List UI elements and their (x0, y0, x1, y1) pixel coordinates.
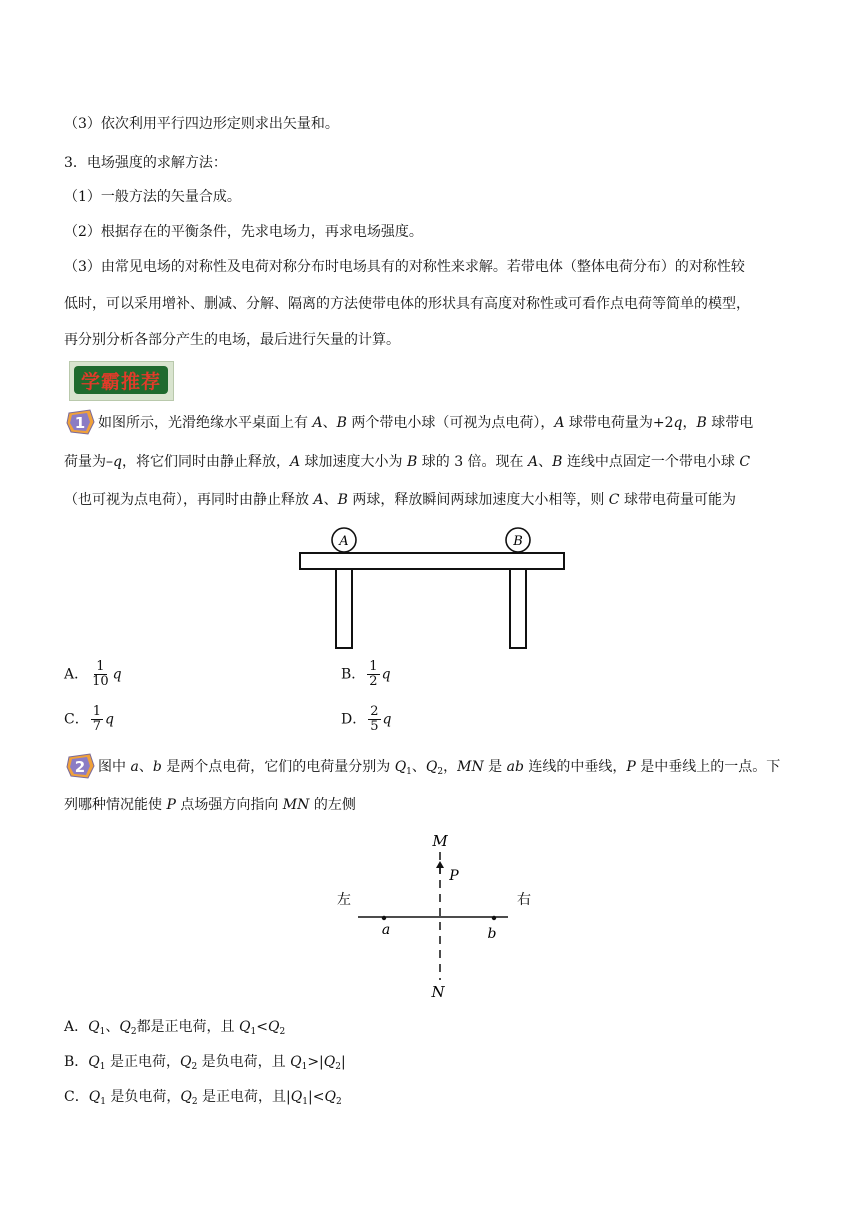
ball-b-label: B (513, 534, 523, 549)
question-1-text: 如图所示，光滑绝缘水平桌面上有 A、B 两个带电小球（可视为点电荷），A 球带电荷量为+2q，B 球带电 (98, 415, 754, 431)
charge-a (382, 916, 386, 920)
label-b: b (487, 926, 497, 942)
charge-b (492, 916, 496, 920)
q2-option-b[interactable]: B．$Q_1$ 是正电荷，$Q_2$ 是负电荷，且 $Q_1>|Q_2|$ (64, 1054, 346, 1072)
recommend-badge (69, 361, 174, 401)
question-1-text-2: 荷量为–q，将它们同时由静止释放，A 球加速度大小为 B 球的 3 倍。现在 A、B 连线中点固定一个带电小球 C (64, 454, 751, 470)
q1-option-b[interactable]: B． $\frac{1}{2}$ q (341, 659, 391, 689)
label-M: M (432, 832, 448, 850)
ball-a-label: A (339, 534, 349, 549)
question-1-icon (66, 409, 96, 435)
question-2-text-2: 列哪种情况能使 P 点场强方向指向 MN 的左侧 (64, 797, 356, 813)
method-item-3-line-2: 低时，可以采用增补、删减、分解、隔离的方法使带电体的形状具有高度对称性或可看作点电荷等简单的模型， (64, 296, 750, 312)
question-2-text: 图中 a、b 是两个点电荷，它们的电荷量分别为 $Q_1$、$Q_2$，MN 是 ab 连线的中垂线，P 是中垂线上的一点。下 (98, 759, 781, 777)
q2-option-a[interactable]: A．$Q_1$、$Q_2$都是正电荷，且 $Q_1<Q_2$ (64, 1019, 286, 1037)
question-2-icon (66, 753, 96, 779)
label-a: a (381, 922, 391, 938)
method-item-3-line-3: 再分别分析各部分产生的电场，最后进行矢量的计算。 (64, 332, 400, 348)
label-P: P (449, 868, 459, 884)
question-1-text-3: （也可视为点电荷），再同时由静止释放 A、B 两球，释放瞬间两球加速度大小相等，则 C 球带电荷量可能为 (64, 492, 736, 508)
method-item-1: （1）一般方法的矢量合成。 (64, 189, 241, 205)
badge-label: 学霸推荐 (80, 370, 161, 393)
section-heading-field-strength: 3．电场强度的求解方法： (64, 155, 227, 171)
label-left: 左 (337, 892, 351, 908)
method-item-2: （2）根据存在的平衡条件，先求电场力，再求电场强度。 (64, 224, 423, 240)
svg-text:1: 1 (74, 414, 86, 432)
label-N: N (431, 983, 445, 1001)
q1-option-c[interactable]: C． $\frac{1}{7}$ q (64, 704, 114, 734)
method-item-3-line-1: （3）由常见电场的对称性及电荷对称分布时电场具有的对称性来求解。若带电体（整体电荷分布）的对称性较 (64, 259, 745, 275)
question-2-field-figure (330, 830, 540, 1002)
q1-option-a[interactable]: A． $\frac{1}{10}$ q (64, 659, 122, 689)
q1-option-d[interactable]: D． $\frac{2}{5}$ q (341, 704, 392, 734)
svg-text:2: 2 (74, 758, 86, 776)
q2-option-c[interactable]: C．$Q_1$ 是负电荷，$Q_2$ 是正电荷，且$|Q_1|<Q_2$ (64, 1089, 342, 1107)
question-1-table-figure (296, 526, 568, 652)
method-item-3-parallelogram: （3）依次利用平行四边形定则求出矢量和。 (64, 116, 339, 132)
label-right: 右 (517, 892, 531, 908)
